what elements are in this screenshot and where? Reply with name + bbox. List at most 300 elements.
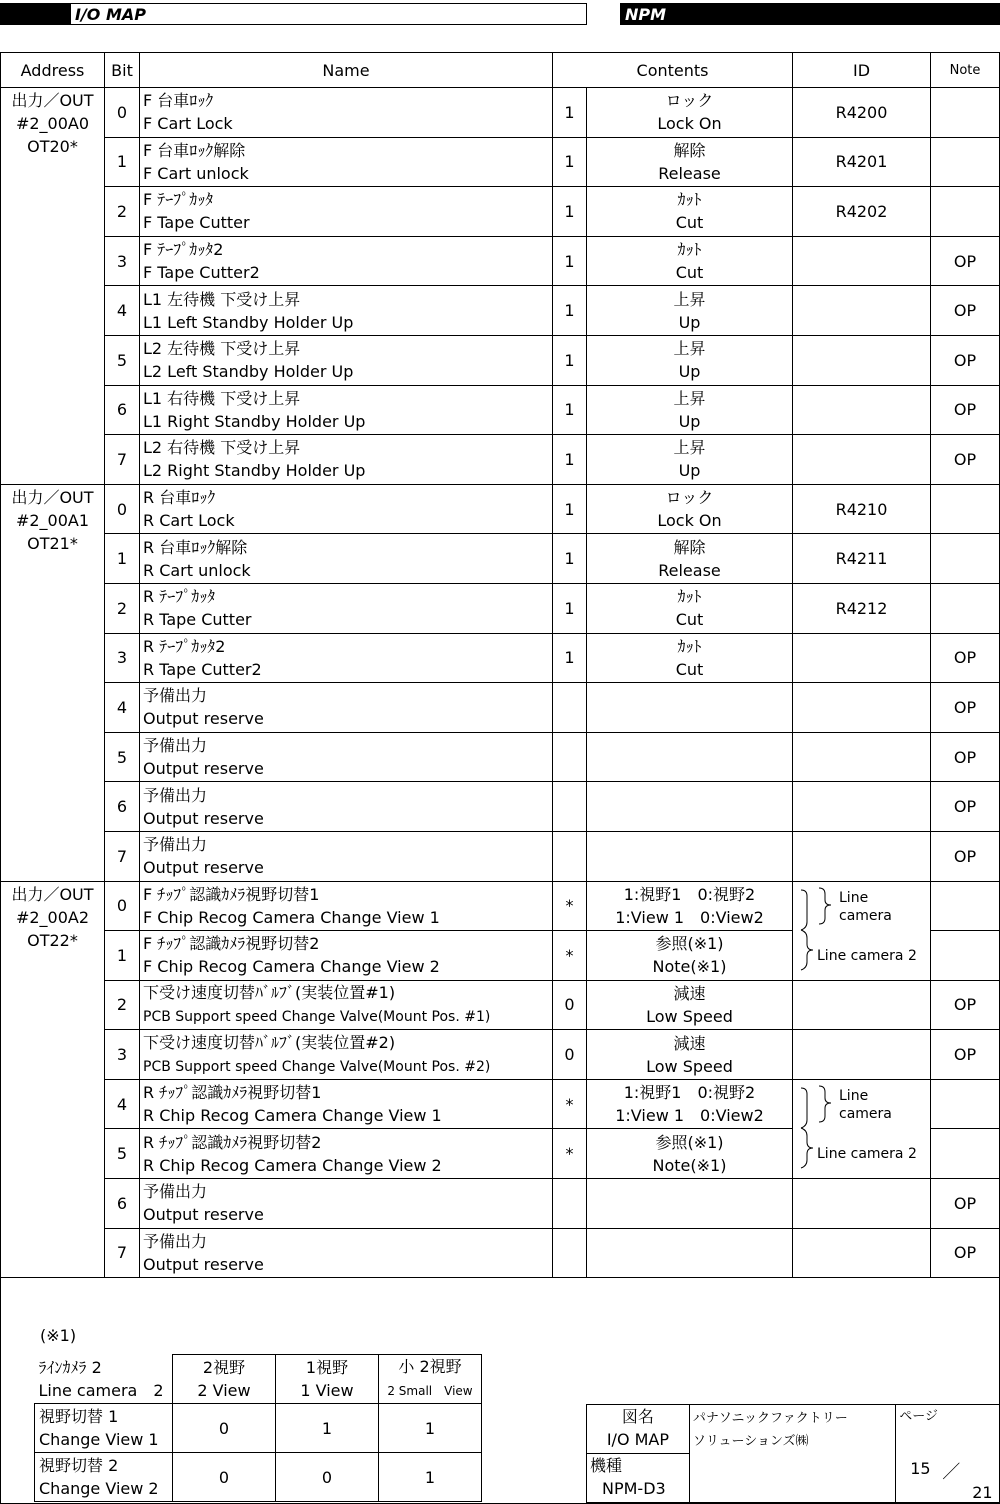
bit-cell: 5 <box>105 335 140 385</box>
contents-en: Note(※1) <box>652 1155 727 1175</box>
id-cell <box>793 732 931 782</box>
note-cell: OP <box>931 1179 1000 1229</box>
name-en: F Chip Recog Camera Change View 1 <box>143 907 440 927</box>
page-label: ページ <box>899 1409 938 1424</box>
name-cell <box>140 881 553 931</box>
note-cell <box>931 187 1000 237</box>
name-cell <box>140 831 553 881</box>
note-cell: OP <box>931 683 1000 733</box>
header-io-map <box>0 3 587 25</box>
name-en: R Chip Recog Camera Change View 2 <box>143 1155 442 1175</box>
drawing-label: 図名 <box>621 1407 654 1426</box>
bit-cell: 6 <box>105 782 140 832</box>
bit-cell: 2 <box>105 980 140 1030</box>
line-camera-row-2 <box>35 1453 482 1502</box>
name-cell <box>140 931 553 981</box>
name-en: L1 Right Standby Holder Up <box>143 411 366 431</box>
name-en: R Cart Lock <box>143 511 235 531</box>
contents-en: Up <box>678 312 701 332</box>
bit-cell: 7 <box>105 1228 140 1278</box>
id-cell: R4200 <box>793 88 931 138</box>
header-left-title: I/O MAP <box>75 5 146 24</box>
bit-cell: 3 <box>105 1030 140 1080</box>
address-line: OT20* <box>27 137 78 156</box>
note-cell: OP <box>931 236 1000 286</box>
id-cell <box>793 782 931 832</box>
address-line: #2_00A2 <box>15 907 90 927</box>
note-cell <box>931 137 1000 187</box>
contents-jp: ｶｯﾄ <box>677 190 702 210</box>
contents-cell <box>587 881 793 931</box>
name-en: F Tape Cutter <box>143 213 250 233</box>
note-cell: OP <box>931 286 1000 336</box>
name-en: F Cart unlock <box>143 163 249 183</box>
contents-cell <box>587 435 793 485</box>
bit-cell: 5 <box>105 732 140 782</box>
col-name: Name <box>140 53 553 88</box>
id-cell <box>793 1030 931 1080</box>
id-cell <box>793 385 931 435</box>
note-cell: OP <box>931 831 1000 881</box>
address-cell <box>1 484 105 881</box>
contents-cell <box>587 980 793 1030</box>
name-cell <box>140 583 553 633</box>
bit-cell: 6 <box>105 385 140 435</box>
note-cell: OP <box>931 633 1000 683</box>
contents-en: 1:View 1 0:View2 <box>615 907 764 927</box>
id-cell <box>793 1228 931 1278</box>
name-cell <box>140 385 553 435</box>
value-cell <box>553 831 587 881</box>
name-jp: F ﾁｯﾌﾟ認識ｶﾒﾗ視野切替2 <box>143 934 320 954</box>
contents-jp: 上昇 <box>673 339 706 359</box>
name-en: Output reserve <box>143 709 264 729</box>
id-cell: R4212 <box>793 583 931 633</box>
line-camera-label-b: camera <box>839 1105 892 1122</box>
contents-jp: 1:視野1 0:視野2 <box>623 884 756 904</box>
id-cell: R4211 <box>793 534 931 584</box>
name-en: Output reserve <box>143 759 264 779</box>
line-camera-row-1 <box>35 1404 482 1453</box>
page-total: 21 <box>972 1483 993 1502</box>
contents-cell <box>587 187 793 237</box>
value-cell: 0 <box>553 1030 587 1080</box>
table-row <box>1 1079 1000 1129</box>
contents-cell <box>587 534 793 584</box>
contents-en: Up <box>678 362 701 382</box>
note-cell <box>931 88 1000 138</box>
contents-jp: ロック <box>665 91 714 111</box>
name-cell <box>140 435 553 485</box>
value-cell <box>553 683 587 733</box>
contents-jp: ｶｯﾄ <box>677 636 702 656</box>
contents-jp: 上昇 <box>673 289 706 309</box>
table-header-row <box>1 53 1000 88</box>
contents-cell <box>587 335 793 385</box>
contents-cell <box>587 633 793 683</box>
name-cell <box>140 1228 553 1278</box>
bit-cell: 5 <box>105 1129 140 1179</box>
contents-jp: 減速 <box>673 1033 706 1053</box>
lc-row1-v1: 0 <box>173 1404 276 1453</box>
address-line: OT21* <box>27 533 78 553</box>
lc-1view-en: 1 View <box>300 1381 354 1400</box>
id-cell <box>793 286 931 336</box>
table-row <box>1 137 1000 187</box>
table-row <box>1 335 1000 385</box>
lc-row1-jp: 視野切替 1 <box>39 1407 119 1426</box>
bit-cell: 0 <box>105 484 140 534</box>
table-row <box>1 187 1000 237</box>
line-camera-2-label: Line camera 2 <box>817 1145 917 1162</box>
contents-en: Lock On <box>657 511 722 531</box>
name-cell <box>140 236 553 286</box>
contents-en: Note(※1) <box>652 957 727 977</box>
line-camera-label-b: camera <box>839 907 892 924</box>
table-row <box>1 732 1000 782</box>
name-jp: L1 左待機 下受け上昇 <box>143 289 301 309</box>
address-cell <box>1 881 105 1278</box>
name-cell <box>140 1129 553 1179</box>
id-cell <box>793 435 931 485</box>
lc-row2-v2: 0 <box>276 1453 379 1502</box>
drawing-name: I/O MAP <box>606 1430 670 1449</box>
contents-en: Cut <box>675 610 704 630</box>
name-cell <box>140 1179 553 1229</box>
name-cell <box>140 88 553 138</box>
lc-2view-jp: 2視野 <box>202 1358 246 1377</box>
note-cell: OP <box>931 435 1000 485</box>
note-cell <box>931 484 1000 534</box>
col-bit: Bit <box>105 53 140 88</box>
address-line: #2_00A0 <box>15 114 90 133</box>
id-cell: R4201 <box>793 137 931 187</box>
id-cell: R4210 <box>793 484 931 534</box>
header-right-title: NPM <box>625 5 667 24</box>
company-line-1: パナソニックファクトリー <box>692 1411 848 1426</box>
contents-jp: 上昇 <box>673 388 706 408</box>
lc-row2-jp: 視野切替 2 <box>39 1456 119 1475</box>
model-name: NPM-D3 <box>602 1479 666 1498</box>
address-line: 出力／OUT <box>11 91 94 110</box>
name-jp: F 台車ﾛｯｸ <box>143 91 214 111</box>
bit-cell: 4 <box>105 1079 140 1129</box>
col-contents: Contents <box>553 53 793 88</box>
table-row <box>1 583 1000 633</box>
name-jp: 予備出力 <box>143 736 208 756</box>
name-jp: F ﾁｯﾌﾟ認識ｶﾒﾗ視野切替1 <box>143 884 320 904</box>
name-jp: F 台車ﾛｯｸ解除 <box>143 140 246 160</box>
contents-jp: 解除 <box>673 537 706 557</box>
value-cell: 1 <box>553 137 587 187</box>
name-en: R Chip Recog Camera Change View 1 <box>143 1106 442 1126</box>
contents-en: Up <box>678 411 701 431</box>
name-en: L2 Right Standby Holder Up <box>143 461 366 481</box>
id-cell <box>793 831 931 881</box>
name-jp: F ﾃｰﾌﾟｶｯﾀ <box>143 190 214 210</box>
value-cell: 1 <box>553 335 587 385</box>
col-id: ID <box>793 53 931 88</box>
address-line: OT22* <box>27 930 78 950</box>
bit-cell: 7 <box>105 435 140 485</box>
id-cell <box>793 236 931 286</box>
name-jp: 予備出力 <box>143 686 208 706</box>
lc-row2-v1: 0 <box>173 1453 276 1502</box>
lc-small-jp: 小 2視野 <box>398 1357 462 1376</box>
table-row <box>1 633 1000 683</box>
contents-jp: 1:視野1 0:視野2 <box>623 1083 756 1103</box>
bit-cell: 1 <box>105 931 140 981</box>
bit-cell: 3 <box>105 633 140 683</box>
value-cell: 1 <box>553 236 587 286</box>
table-row <box>1 782 1000 832</box>
bit-cell: 7 <box>105 831 140 881</box>
contents-cell <box>587 236 793 286</box>
value-cell: 1 <box>553 435 587 485</box>
table-row <box>1 236 1000 286</box>
bit-cell: 4 <box>105 683 140 733</box>
value-cell: 1 <box>553 534 587 584</box>
address-line: 出力／OUT <box>11 487 94 507</box>
value-cell: * <box>553 1129 587 1179</box>
page-separator: ／ <box>942 1462 961 1483</box>
value-cell: 1 <box>553 583 587 633</box>
name-en: Output reserve <box>143 858 264 878</box>
contents-en: Release <box>658 163 721 183</box>
contents-cell <box>587 831 793 881</box>
name-jp: 下受け速度切替ﾊﾞﾙﾌﾞ(実装位置#2) <box>143 1032 396 1052</box>
value-cell: * <box>553 1079 587 1129</box>
name-en: F Chip Recog Camera Change View 2 <box>143 957 440 977</box>
note-cell: OP <box>931 335 1000 385</box>
note-cell <box>931 1129 1000 1179</box>
col-address: Address <box>1 53 105 88</box>
note-cell: OP <box>931 385 1000 435</box>
name-jp: 予備出力 <box>143 1182 208 1202</box>
contents-cell <box>587 385 793 435</box>
contents-en: Up <box>678 461 701 481</box>
value-cell <box>553 732 587 782</box>
model-label: 機種 <box>590 1456 623 1475</box>
lc-row1-v3: 1 <box>379 1404 482 1453</box>
name-en: F Cart Lock <box>143 114 233 134</box>
contents-en: Cut <box>675 213 704 233</box>
id-cell <box>793 335 931 385</box>
io-map-table <box>0 52 1000 1278</box>
name-jp: R 台車ﾛｯｸ <box>143 488 216 508</box>
id-cell: R4202 <box>793 187 931 237</box>
value-cell <box>553 782 587 832</box>
company-line-2: ソリューションズ㈱ <box>692 1434 809 1449</box>
contents-cell <box>587 683 793 733</box>
contents-en: Low Speed <box>646 1056 733 1076</box>
table-row <box>1 484 1000 534</box>
name-jp: 下受け速度切替ﾊﾞﾙﾌﾞ(実装位置#1) <box>143 982 396 1002</box>
note-cell <box>931 1079 1000 1129</box>
id-cell <box>793 980 931 1030</box>
name-jp: 予備出力 <box>143 785 208 805</box>
lc-header-en: Line camera 2 <box>38 1380 164 1400</box>
lc-header-jp: ﾗｲﾝｶﾒﾗ 2 <box>38 1357 102 1377</box>
contents-cell <box>587 1129 793 1179</box>
line-camera-table <box>34 1354 482 1502</box>
id-cell <box>793 683 931 733</box>
line-camera-header-row <box>35 1355 482 1404</box>
contents-jp: 上昇 <box>673 438 706 458</box>
table-row <box>1 534 1000 584</box>
note-cell: OP <box>931 782 1000 832</box>
bit-cell: 4 <box>105 286 140 336</box>
name-cell <box>140 187 553 237</box>
contents-cell <box>587 1079 793 1129</box>
lc-small-en: 2 Small View <box>387 1384 473 1398</box>
contents-en: Release <box>658 560 721 580</box>
note-cell: OP <box>931 732 1000 782</box>
name-cell <box>140 683 553 733</box>
note-cell: OP <box>931 1030 1000 1080</box>
name-en: Output reserve <box>143 808 264 828</box>
contents-jp: 解除 <box>673 140 706 160</box>
contents-jp: ロック <box>665 488 714 508</box>
page-number: 15 <box>910 1459 931 1478</box>
value-cell: 1 <box>553 88 587 138</box>
value-cell: 1 <box>553 385 587 435</box>
note-cell <box>931 931 1000 981</box>
contents-cell <box>587 732 793 782</box>
name-jp: L2 左待機 下受け上昇 <box>143 339 301 359</box>
table-row <box>1 88 1000 138</box>
contents-jp: 減速 <box>673 983 706 1003</box>
lc-row2-en: Change View 2 <box>39 1479 159 1498</box>
note-cell: OP <box>931 980 1000 1030</box>
name-jp: F ﾃｰﾌﾟｶｯﾀ2 <box>143 240 224 260</box>
name-en: F Tape Cutter2 <box>143 263 260 283</box>
value-cell: * <box>553 881 587 931</box>
value-cell: 1 <box>553 484 587 534</box>
contents-cell <box>587 137 793 187</box>
note-cell: OP <box>931 1228 1000 1278</box>
name-cell <box>140 782 553 832</box>
line-camera-bracket-cell <box>793 881 931 980</box>
line-camera-bracket-cell <box>793 1079 931 1178</box>
title-block <box>586 1404 1000 1503</box>
name-en: L2 Left Standby Holder Up <box>143 362 354 382</box>
name-en: PCB Support speed Change Valve(Mount Pos. #1) <box>143 1008 491 1025</box>
contents-cell <box>587 1030 793 1080</box>
contents-en: Low Speed <box>646 1006 733 1026</box>
value-cell: * <box>553 931 587 981</box>
table-row <box>1 435 1000 485</box>
name-jp: R ﾁｯﾌﾟ認識ｶﾒﾗ視野切替2 <box>143 1132 322 1152</box>
value-cell <box>553 1179 587 1229</box>
contents-en: Lock On <box>657 114 722 134</box>
bit-cell: 6 <box>105 1179 140 1229</box>
lc-row1-v2: 1 <box>276 1404 379 1453</box>
note-cell <box>931 881 1000 931</box>
contents-cell <box>587 1228 793 1278</box>
lc-row2-v3: 1 <box>379 1453 482 1502</box>
name-jp: 予備出力 <box>143 1231 208 1251</box>
contents-en: 1:View 1 0:View2 <box>615 1106 764 1126</box>
contents-cell <box>587 782 793 832</box>
note-cell <box>931 583 1000 633</box>
name-cell <box>140 633 553 683</box>
table-row <box>1 1179 1000 1229</box>
value-cell: 1 <box>553 187 587 237</box>
table-row <box>1 1030 1000 1080</box>
table-row <box>1 881 1000 931</box>
name-jp: L2 右待機 下受け上昇 <box>143 438 301 458</box>
value-cell: 1 <box>553 286 587 336</box>
name-cell <box>140 1030 553 1080</box>
table-row <box>1 831 1000 881</box>
name-en: R Tape Cutter2 <box>143 659 262 679</box>
value-cell <box>553 1228 587 1278</box>
name-cell <box>140 335 553 385</box>
note-cell <box>931 534 1000 584</box>
id-cell <box>793 1179 931 1229</box>
name-cell <box>140 137 553 187</box>
name-jp: R 台車ﾛｯｸ解除 <box>143 537 248 557</box>
col-note: Note <box>931 53 1000 88</box>
contents-cell <box>587 484 793 534</box>
contents-en: Cut <box>675 659 704 679</box>
lc-2view-en: 2 View <box>197 1381 251 1400</box>
address-line: #2_00A1 <box>15 510 90 530</box>
bit-cell: 1 <box>105 534 140 584</box>
contents-jp: 参照(※1) <box>655 934 724 954</box>
contents-cell <box>587 931 793 981</box>
name-en: R Tape Cutter <box>143 610 252 630</box>
table-row <box>1 683 1000 733</box>
table-row <box>1 980 1000 1030</box>
table-row <box>1 1228 1000 1278</box>
table-row <box>1 286 1000 336</box>
table-row <box>1 385 1000 435</box>
name-cell <box>140 286 553 336</box>
lc-1view-jp: 1視野 <box>305 1358 349 1377</box>
bit-cell: 3 <box>105 236 140 286</box>
lc-row1-en: Change View 1 <box>39 1430 159 1449</box>
name-cell <box>140 534 553 584</box>
value-cell: 0 <box>553 980 587 1030</box>
name-cell <box>140 1079 553 1129</box>
contents-cell <box>587 286 793 336</box>
name-cell <box>140 732 553 782</box>
contents-cell <box>587 1179 793 1229</box>
address-line: 出力／OUT <box>11 884 94 904</box>
name-jp: R ﾃｰﾌﾟｶｯﾀ <box>143 587 216 607</box>
name-jp: R ﾃｰﾌﾟｶｯﾀ2 <box>143 636 226 656</box>
contents-cell <box>587 583 793 633</box>
name-jp: 予備出力 <box>143 835 208 855</box>
name-en: L1 Left Standby Holder Up <box>143 312 354 332</box>
line-camera-label-a: Line <box>839 889 869 906</box>
address-cell <box>1 88 105 485</box>
bit-cell: 1 <box>105 137 140 187</box>
name-jp: L1 右待機 下受け上昇 <box>143 388 301 408</box>
contents-jp: 参照(※1) <box>655 1132 724 1152</box>
line-camera-label-a: Line <box>839 1087 869 1104</box>
name-en: Output reserve <box>143 1205 264 1225</box>
id-cell <box>793 633 931 683</box>
contents-jp: ｶｯﾄ <box>677 240 702 260</box>
bit-cell: 0 <box>105 88 140 138</box>
contents-jp: ｶｯﾄ <box>677 587 702 607</box>
contents-cell <box>587 88 793 138</box>
line-camera-2-label: Line camera 2 <box>817 947 917 964</box>
name-en: R Cart unlock <box>143 560 251 580</box>
